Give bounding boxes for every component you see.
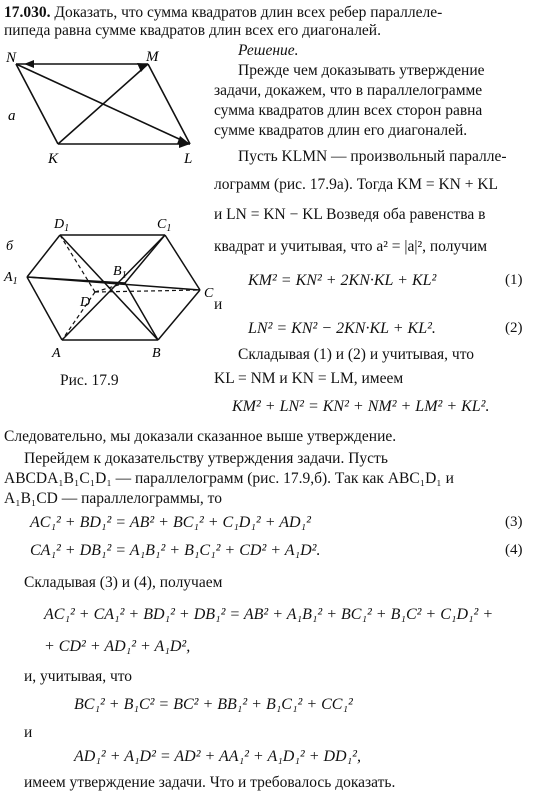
edge-KN: [16, 64, 58, 144]
para3-line2: KL = NM и KN = LM, имеем: [214, 370, 404, 387]
figure-parallelogram: [0, 50, 225, 170]
equation-1-number: (1): [505, 272, 523, 288]
para2-line3: и LN = KN − KL Возведя оба равенства в: [214, 206, 486, 223]
problem-number: 17.030.: [4, 4, 51, 21]
equation-3: AC₁² + BD₁² = AB² + BC₁² + C₁D₁² + AD₁²: [30, 514, 311, 531]
equation-1: KM² = KN² + 2KN·KL + KL²: [248, 272, 437, 289]
equation-4-number: (4): [505, 542, 523, 558]
equation-2: LN² = KN² − 2KN·KL + KL².: [248, 320, 436, 337]
vertex-C1: $C_1$: [157, 217, 172, 234]
figure-label-a: a: [8, 108, 16, 124]
vertex-A1: $A_1$: [4, 270, 18, 287]
vertex-N: N: [6, 50, 17, 66]
equation-4: CA₁² + DB₁² = A₁B₁² + B₁C₁² + CD² + A₁D².: [30, 542, 321, 559]
figure-label-b: б: [6, 239, 14, 254]
para2-line4: квадрат и учитывая, что a² = |a|², получим: [214, 238, 488, 255]
equation-5-line2: + CD² + AD₁² + A₁D²,: [44, 638, 191, 655]
problem-statement-line1: [4, 4, 442, 22]
vertex-D1: $D_1$: [54, 217, 70, 234]
equation-3-number: (3): [505, 514, 523, 530]
solution-heading: Решение.: [238, 42, 299, 59]
edge-ML: [148, 64, 190, 144]
para2-line2: лограмм (рис. 17.9а). Тогда KM = KN + KL: [214, 176, 499, 193]
equation-5-line1: AC₁² + CA₁² + BD₁² + DB₁² = AB² + A₁B₁² + BC₁² + B₁C² + C₁D₁² +: [44, 606, 494, 623]
para1-line4: сумме квадратов длин его диагоналей.: [214, 122, 468, 139]
vertex-C: C: [204, 286, 214, 301]
adding-3-4: Складывая (3) и (4), получаем: [24, 574, 223, 591]
arrow-head-N: [24, 60, 34, 68]
edge-CB: [158, 290, 200, 340]
diagonal-NL: [16, 64, 190, 144]
para3-line1: Складывая (1) и (2) и учитывая, что: [238, 346, 475, 363]
para2-line1: Пусть KLMN — произвольный паралле-: [238, 148, 507, 165]
vertex-A: A: [52, 346, 61, 361]
edge-C1C: [165, 235, 200, 290]
para4-line1: Перейдем к доказательству утверждения задачи. Пусть: [24, 450, 388, 467]
edge-A1D1: [27, 235, 60, 277]
para1-line1: Прежде чем доказывать утверждение: [238, 62, 485, 79]
edge-AA1: [27, 277, 62, 340]
equation-7: AD₁² + A₁D² = AD² + AA₁² + A₁D₁² + DD₁²,: [74, 748, 361, 765]
vertex-B: B: [152, 346, 161, 361]
final-line: имеем утверждение задачи. Что и требовалось доказать.: [24, 774, 396, 791]
para1-line2: задачи, докажем, что в параллелограмме: [214, 82, 483, 99]
and-word: и: [214, 296, 223, 313]
figure-caption: Рис. 17.9: [60, 372, 119, 389]
vertex-D: D: [80, 295, 91, 310]
conclusion-line: Следовательно, мы доказали сказанное выше утверждение.: [4, 428, 397, 445]
figure-parallelepiped: [0, 205, 225, 370]
para1-line3: сумма квадратов длин всех сторон равна: [214, 102, 483, 119]
vertex-M: M: [146, 50, 159, 65]
edge-B1C1: [125, 235, 165, 283]
and-taking-into-account: и, учитывая, что: [24, 668, 133, 685]
and-word-2: и: [24, 724, 33, 741]
equation-2-number: (2): [505, 320, 523, 336]
statement-text-1: Доказать, что сумма квадратов длин всех ребер параллеле-: [54, 4, 443, 21]
edge-B1B: [125, 283, 158, 340]
vertex-B1: $B_1$: [113, 264, 127, 281]
equation-6: BC₁² + B₁C² = BC² + BB₁² + B₁C₁² + CC₁²: [74, 696, 353, 713]
vertex-L: L: [184, 151, 193, 167]
vertex-K: K: [48, 151, 59, 167]
equation-sum: KM² + LN² = KN² + NM² + LM² + KL².: [232, 398, 490, 415]
edge-D1D-hidden: [60, 235, 95, 292]
para4-line3: A₁B₁CD — параллелограммы, то: [4, 490, 222, 507]
problem-statement-line2: пипеда равна сумме квадратов длин всех его диагоналей.: [4, 22, 381, 39]
para4-line2: ABCDA₁B₁C₁D₁ — параллелограмм (рис. 17.9,б). Так как ABC₁D₁ и: [4, 470, 454, 487]
